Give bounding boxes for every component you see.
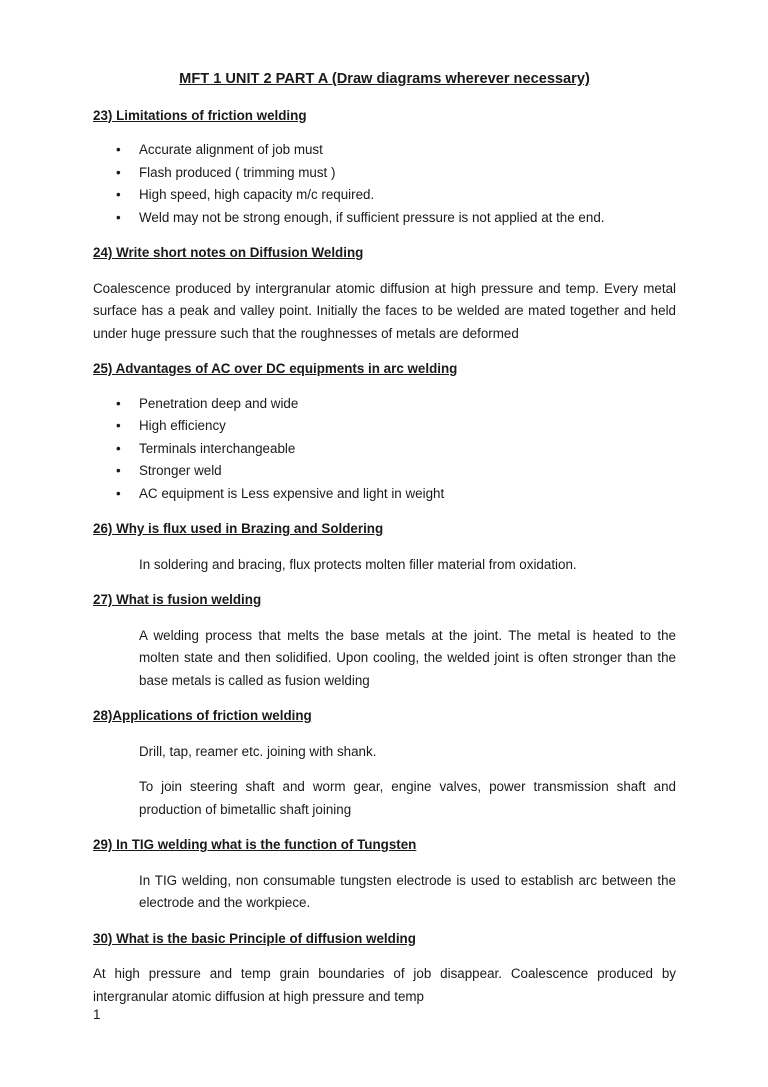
question-29 xyxy=(93,834,676,915)
bullet-icon: • xyxy=(116,142,121,157)
list-item xyxy=(116,483,676,506)
question-23 xyxy=(93,105,676,230)
list-item xyxy=(116,139,676,162)
list-item xyxy=(116,415,676,438)
question-28 xyxy=(93,705,676,821)
list-item xyxy=(116,438,676,461)
question-27 xyxy=(93,589,676,692)
list-item-text: Flash produced ( trimming must ) xyxy=(139,164,336,180)
question-26 xyxy=(93,518,676,576)
bullet-icon: • xyxy=(116,187,121,202)
bullet-icon: • xyxy=(116,485,121,501)
question-heading: 29) In TIG welding what is the function of Tungsten xyxy=(93,837,417,852)
bullet-icon: • xyxy=(116,418,121,433)
question-heading: 23) Limitations of friction welding xyxy=(93,107,307,123)
list-item-text: Weld may not be strong enough, if sufficient pressure is not applied at the end. xyxy=(139,209,605,225)
answer-paragraph: A welding process that melts the base metals at the joint. The metal is heated to the molten state and then solidified. Upon cooling, the welded joint is often stronger than the base metals is called as fusion welding xyxy=(139,627,676,688)
page-number: 1 xyxy=(93,1007,101,1022)
list-item xyxy=(116,207,676,230)
list-item-text: Terminals interchangeable xyxy=(139,440,296,456)
list-item-text: High efficiency xyxy=(139,418,226,433)
bullet-icon: • xyxy=(116,209,121,225)
bullet-list xyxy=(93,393,676,506)
answer-paragraph: To join steering shaft and worm gear, engine valves, power transmission shaft and production of bimetallic shaft joining xyxy=(139,779,676,817)
question-30 xyxy=(93,928,676,1009)
question-heading: 26) Why is flux used in Brazing and Soldering xyxy=(93,521,384,536)
answer-paragraph: Coalescence produced by intergranular atomic diffusion at high pressure and temp. Every metal surface has a peak and valley point. Initially the faces to be welded are mated together and held under huge pressure such that the roughnesses of metals are deformed xyxy=(93,280,676,341)
question-heading: 25) Advantages of AC over DC equipments in arc welding xyxy=(93,361,458,376)
list-item-text: Accurate alignment of job must xyxy=(139,142,323,157)
bullet-icon: • xyxy=(116,440,121,456)
answer-paragraph: In TIG welding, non consumable tungsten electrode is used to establish arc between the electrode and the workpiece. xyxy=(139,872,676,910)
list-item xyxy=(116,162,676,185)
bullet-icon: • xyxy=(116,463,121,478)
question-24 xyxy=(93,242,676,345)
list-item xyxy=(116,393,676,416)
answer-paragraph: At high pressure and temp grain boundaries of job disappear. Coalescence produced by intergranular atomic diffusion at high pressure and temp xyxy=(93,966,676,1004)
list-item-text: High speed, high capacity m/c required. xyxy=(139,187,375,202)
page-title: MFT 1 UNIT 2 PART A (Draw diagrams wherever necessary) xyxy=(179,71,590,87)
answer-paragraph: In soldering and bracing, flux protects molten filler material from oxidation. xyxy=(139,556,577,572)
bullet-list xyxy=(93,139,676,229)
answer-paragraph: Drill, tap, reamer etc. joining with shank. xyxy=(139,743,377,759)
question-heading: 28)Applications of friction welding xyxy=(93,708,312,723)
question-heading: 30) What is the basic Principle of diffusion welding xyxy=(93,930,416,946)
question-heading: 27) What is fusion welding xyxy=(93,592,262,607)
list-item-text: AC equipment is Less expensive and light in weight xyxy=(139,485,445,501)
bullet-icon: • xyxy=(116,395,121,411)
question-25 xyxy=(93,358,676,505)
list-item xyxy=(116,460,676,483)
question-heading: 24) Write short notes on Diffusion Welding xyxy=(93,245,364,260)
list-item-text: Stronger weld xyxy=(139,463,222,478)
list-item xyxy=(116,184,676,207)
list-item-text: Penetration deep and wide xyxy=(139,395,299,411)
bullet-icon: • xyxy=(116,164,121,180)
